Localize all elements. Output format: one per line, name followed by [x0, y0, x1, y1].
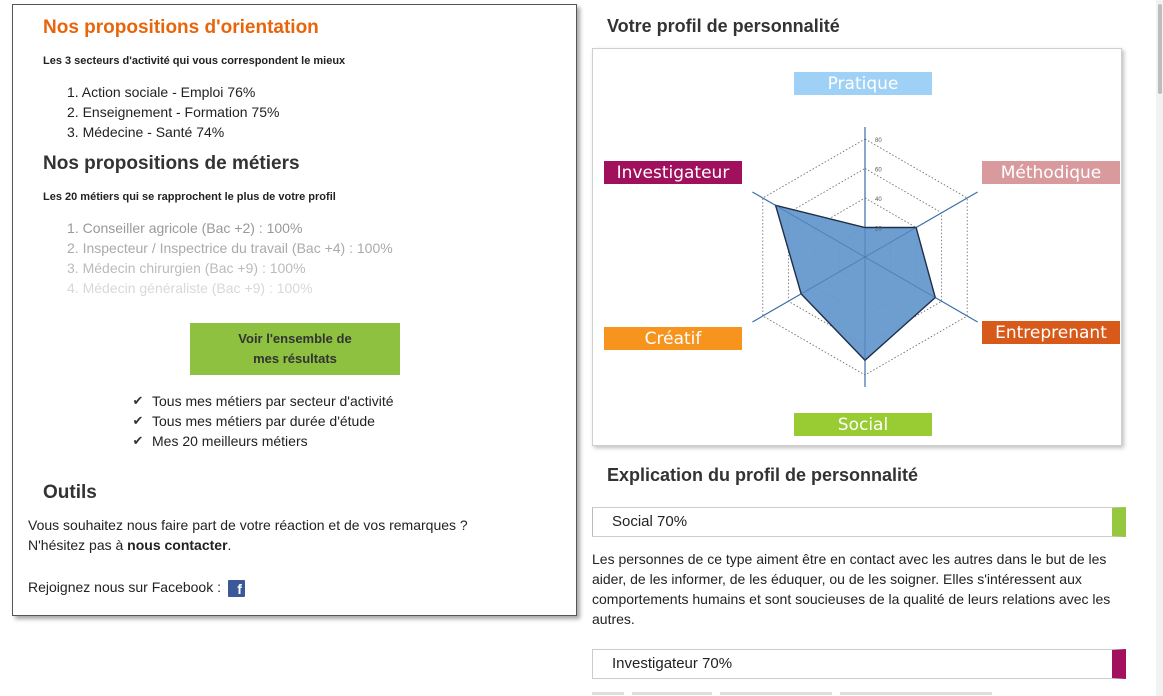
checkmark-icon: ✔	[132, 393, 144, 408]
sector-item[interactable]: 2. Enseignement - Formation 75%	[67, 104, 280, 120]
axis-label-creatif: Créatif	[644, 329, 702, 349]
radar-tick-label: 40	[875, 197, 882, 203]
orientation-panel	[12, 4, 577, 616]
radar-tick-label: 60	[875, 167, 882, 174]
sectors-list	[67, 82, 279, 142]
axis-label-investigateur: Investigateur	[616, 163, 730, 183]
scrollbar-thumb[interactable]	[1158, 4, 1162, 94]
feature-item: ✔ Tous mes métiers par durée d'étude	[132, 413, 375, 429]
view-results-button[interactable]: Voir l'ensemble de mes résultats	[190, 323, 400, 375]
sectors-subtitle: Les 3 secteurs d'activité qui vous correspondent le mieux	[43, 55, 346, 67]
orientation-title: Nos propositions d'orientation	[43, 17, 319, 38]
axis-label-entreprenant: Entreprenant	[995, 323, 1107, 343]
radar-tick-label: 20	[875, 226, 882, 233]
personality-radar-chart	[592, 48, 1122, 446]
metier-item[interactable]: 1. Conseiller agricole (Bac +2) : 100%	[67, 220, 303, 236]
axis-label-pratique: Pratique	[827, 74, 899, 94]
radar-tick-label: 80	[875, 138, 882, 144]
metiers-list	[67, 218, 393, 298]
checkmark-icon: ✔	[132, 433, 144, 448]
social-description: Les personnes de ce type aiment être en contact avec les autres dans le but de les aider, de les informer, de les éduquer, ou de les soigner. Elles s'intéressent aux comportements humains et sont soucieuses de la qualité de leurs relations avec les autres.	[592, 551, 1111, 627]
radar-data-polygon	[776, 205, 936, 360]
scrollbar[interactable]	[1156, 0, 1163, 696]
results-features-list	[131, 391, 394, 451]
metiers-subtitle: Les 20 métiers qui se rapprochent le plus de votre profil	[43, 191, 336, 203]
sector-item[interactable]: 3. Médecine - Santé 74%	[67, 124, 225, 140]
axis-label-social: Social	[837, 415, 889, 435]
explanation-title: Explication du profil de personnalité	[607, 465, 919, 485]
checkmark-icon: ✔	[132, 413, 144, 428]
social-score-bar[interactable]: Social 70%	[592, 507, 1126, 537]
feature-item: ✔ Tous mes métiers par secteur d'activité	[132, 393, 394, 409]
facebook-icon[interactable]: f	[228, 580, 245, 597]
contact-link[interactable]: nous contacter	[127, 537, 228, 553]
metier-item[interactable]: 2. Inspecteur / Inspectrice du travail (Bac +4) : 100%	[67, 240, 393, 256]
profile-title: Votre profil de personnalité	[607, 16, 840, 36]
investigateur-score-bar[interactable]: Investigateur 70%	[592, 649, 1126, 679]
facebook-line: Rejoignez nous sur Facebook : f	[28, 577, 245, 597]
feedback-text: Vous souhaitez nous faire part de votre réaction et de vos remarques ? N'hésitez pas à nous contacter.	[28, 517, 468, 553]
outils-title: Outils	[43, 482, 97, 503]
investigateur-description-cut	[592, 687, 992, 696]
sector-item[interactable]: 1. Action sociale - Emploi 76%	[67, 84, 256, 100]
metiers-title: Nos propositions de métiers	[43, 153, 300, 174]
feature-item: ✔ Mes 20 meilleurs métiers	[132, 433, 308, 449]
axis-label-methodique: Méthodique	[1000, 163, 1102, 183]
metier-item[interactable]: 4. Médecin généraliste (Bac +9) : 100%	[67, 280, 313, 296]
metier-item[interactable]: 3. Médecin chirurgien (Bac +9) : 100%	[67, 260, 306, 276]
